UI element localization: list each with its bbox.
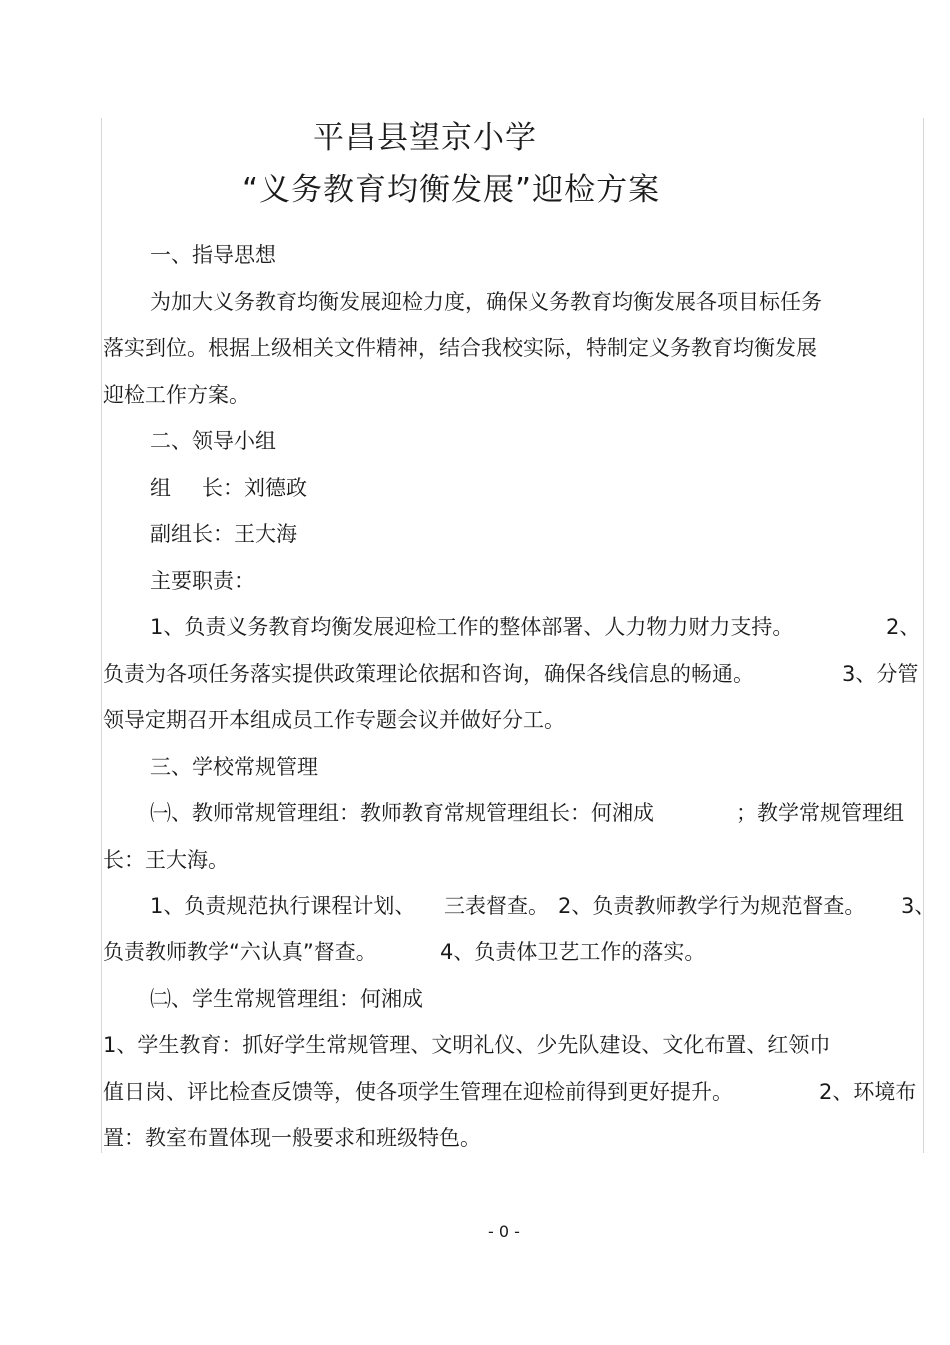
paragraph-line: 落实到位。根据上级相关文件精神，结合我校实际，特制定义务教育均衡发展 [103, 336, 817, 360]
paragraph-line: ；教学常规管理组 [736, 801, 904, 825]
paragraph-line: 1、负责规范执行课程计划、 [150, 894, 416, 918]
paragraph-line: 为加大义务教育均衡发展迎检力度，确保义务教育均衡发展各项目标任务 [150, 290, 822, 314]
paragraph-line: 1、负责义务教育均衡发展迎检工作的整体部署、人力物力财力支持。 [150, 615, 794, 639]
heading-routine-management: 三、学校常规管理 [150, 755, 318, 779]
left-margin-rule [101, 118, 102, 1153]
paragraph-line: 迎检工作方案。 [103, 383, 250, 407]
heading-leadership-group: 二、领导小组 [150, 429, 276, 453]
paragraph-line: 置：教室布置体现一般要求和班级特色。 [103, 1126, 481, 1150]
paragraph-line: 2、负责教师教学行为规范督查。 [558, 894, 866, 918]
student-group-heading: ㈡、学生常规管理组：何湘成 [150, 987, 423, 1011]
paragraph-line: 长：王大海。 [103, 848, 229, 872]
paragraph-line: ㈠、教师常规管理组：教师教育常规管理组长：何湘成 [150, 801, 654, 825]
paragraph-line: 三表督查。 [444, 894, 549, 918]
list-number: 2、 [886, 615, 921, 639]
list-number: 3、分管 [842, 662, 919, 686]
paragraph-line: 1、学生教育：抓好学生常规管理、文明礼仪、少先队建设、文化布置、红领巾 [103, 1033, 831, 1057]
right-margin-rule [923, 118, 924, 1153]
paragraph-line: 4、负责体卫艺工作的落实。 [440, 940, 706, 964]
list-number: 2、环境布 [819, 1080, 917, 1104]
paragraph-line: 值日岗、评比检查反馈等，使各项学生管理在迎检前得到更好提升。 [103, 1080, 733, 1104]
leader-name: 长：刘德政 [202, 476, 307, 500]
leader-label: 组 [150, 476, 171, 500]
list-number: 3、 [901, 894, 936, 918]
heading-guiding-thought: 一、指导思想 [150, 243, 276, 267]
page-number: - 0 - [488, 1222, 520, 1241]
deputy-leader: 副组长：王大海 [150, 522, 297, 546]
responsibilities-heading: 主要职责： [150, 569, 255, 593]
paragraph-line: 负责教师教学“六认真”督查。 [103, 940, 377, 964]
title-school: 平昌县望京小学 [313, 120, 537, 156]
title-plan: “义务教育均衡发展”迎检方案 [242, 172, 661, 208]
paragraph-line: 领导定期召开本组成员工作专题会议并做好分工。 [103, 708, 565, 732]
paragraph-line: 负责为各项任务落实提供政策理论依据和咨询，确保各线信息的畅通。 [103, 662, 754, 686]
